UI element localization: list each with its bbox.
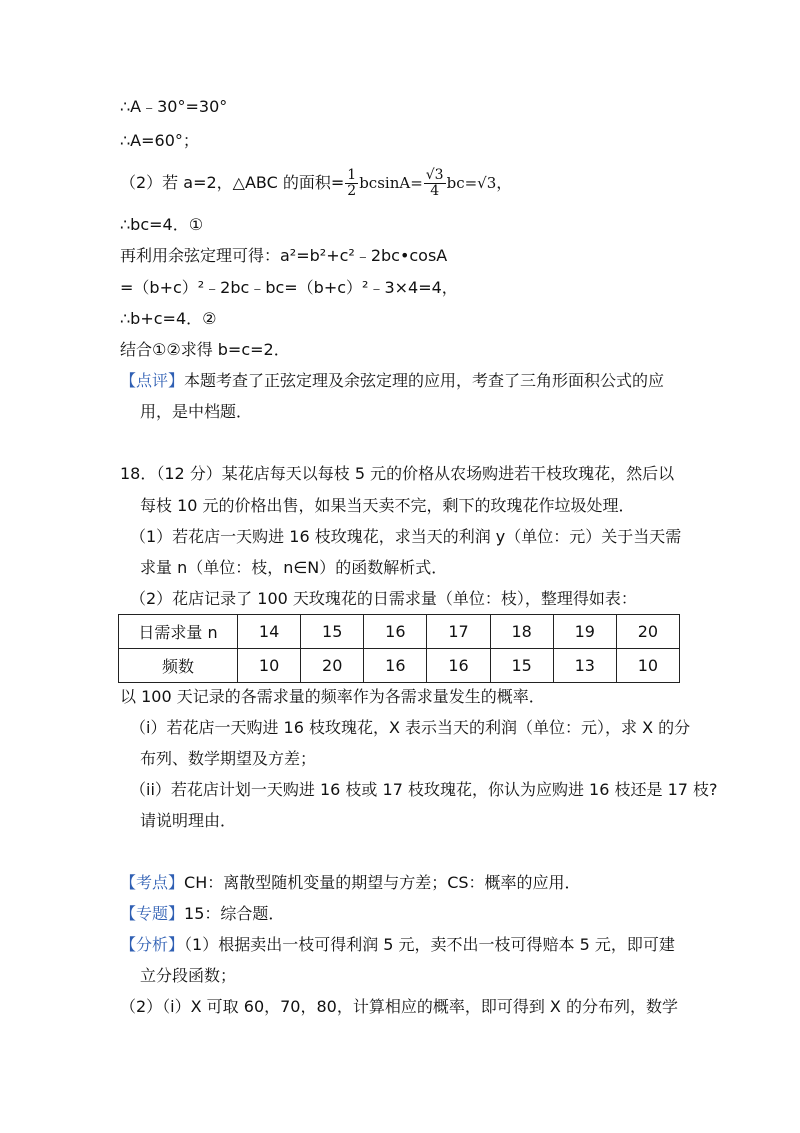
table-cell: 频数 <box>119 649 238 683</box>
table-cell: 17 <box>427 615 490 649</box>
table-cell: 10 <box>238 649 301 683</box>
table-cell: 20 <box>616 615 679 649</box>
question-line: 18．（12 分）某花店每天以每枝 5 元的价格从农场购进若干枝玫瑰花，然后以 <box>120 464 675 483</box>
question-line: （i）若花店一天购进 16 枝玫瑰花，X 表示当天的利润（单位：元），求 X 的分 <box>130 718 691 737</box>
table-cell: 20 <box>301 649 364 683</box>
text-segment: （2）若 a=2，△ABC 的面积= <box>120 173 345 192</box>
text-line: （2）（i）X 可取 60，70，80，计算相应的概率，即可得到 X 的分布列，数学 <box>120 997 678 1016</box>
demand-frequency-table <box>118 614 680 683</box>
text-line: 结合①②求得 b=c=2． <box>120 340 290 359</box>
comment-line <box>120 369 664 393</box>
text-line: =（b+c）²﹣2bc﹣bc=（b+c）²﹣3×4=4， <box>120 278 458 297</box>
fraction-denominator: 2 <box>347 183 357 199</box>
zhuanti-tag: 【专题】 <box>120 904 185 923</box>
fraction-numerator: 1 <box>347 167 357 183</box>
text-line: 再利用余弦定理可得：a²=b²+c²﹣2bc•cosA <box>120 246 448 265</box>
table-cell: 10 <box>616 649 679 683</box>
text-line: 用，是中档题． <box>140 402 253 421</box>
question-line: （2）花店记录了 100 天玫瑰花的日需求量（单位：枝），整理得如表： <box>130 589 637 608</box>
text-segment: bc=√3 <box>446 174 497 192</box>
question-line: 布列、数学期望及方差； <box>140 749 317 768</box>
zhuanti-line <box>120 902 284 926</box>
text-line: ∴b+c=4．② <box>120 309 217 328</box>
table-cell: 16 <box>427 649 490 683</box>
question-line: （ii）若花店计划一天购进 16 枝或 17 枝玫瑰花，你认为应购进 16 枝还是 17 枝? <box>130 780 718 799</box>
fenxi-line <box>120 933 675 957</box>
text-segment: CH：离散型随机变量的期望与方差；CS：概率的应用． <box>184 873 581 892</box>
kaodian-line <box>120 871 581 895</box>
table-cell: 18 <box>490 615 553 649</box>
text-segment: （1）根据卖出一枝可得利润 5 元，卖不出一枝可得赔本 5 元，即可建 <box>184 935 675 954</box>
question-line: 每枝 10 元的价格出售，如果当天卖不完，剩下的玫瑰花作垃圾处理． <box>140 496 635 515</box>
table-cell: 16 <box>364 649 427 683</box>
text-segment: 15：综合题． <box>184 904 285 923</box>
question-line: （1）若花店一天购进 16 枝玫瑰花，求当天的利润 y（单位：元）关于当天需 <box>130 527 682 546</box>
table-cell: 日需求量 n <box>119 615 238 649</box>
table-cell: 14 <box>238 615 301 649</box>
text-line: 以 100 天记录的各需求量的频率作为各需求量发生的概率． <box>120 687 545 706</box>
text-segment: bcsinA= <box>359 174 423 192</box>
fraction-denominator: 4 <box>430 183 440 199</box>
text-line: 立分段函数； <box>140 966 237 985</box>
text-line: ∴A﹣30°=30° <box>120 97 228 116</box>
text-line: ∴bc=4．① <box>120 215 204 234</box>
table-cell: 13 <box>553 649 616 683</box>
table-row <box>119 615 680 649</box>
question-line: 请说明理由． <box>140 811 237 830</box>
fraction-numerator: √3 <box>425 167 444 183</box>
text-segment: 本题考查了正弦定理及余弦定理的应用，考查了三角形面积公式的应 <box>184 371 665 390</box>
table-cell: 15 <box>490 649 553 683</box>
kaodian-tag: 【考点】 <box>120 873 185 892</box>
question-line: 求量 n（单位：枝，n∈N）的函数解析式． <box>140 558 448 577</box>
text-line: ∴A=60°； <box>120 131 199 150</box>
table-cell: 19 <box>553 615 616 649</box>
fraction <box>424 168 446 199</box>
table-cell: 16 <box>364 615 427 649</box>
comment-tag: 【点评】 <box>120 371 185 390</box>
fenxi-tag: 【分析】 <box>120 935 185 954</box>
area-formula-line <box>120 166 512 200</box>
fraction <box>345 168 358 199</box>
table-row <box>119 649 680 683</box>
text-segment: ， <box>496 173 513 192</box>
table-cell: 15 <box>301 615 364 649</box>
